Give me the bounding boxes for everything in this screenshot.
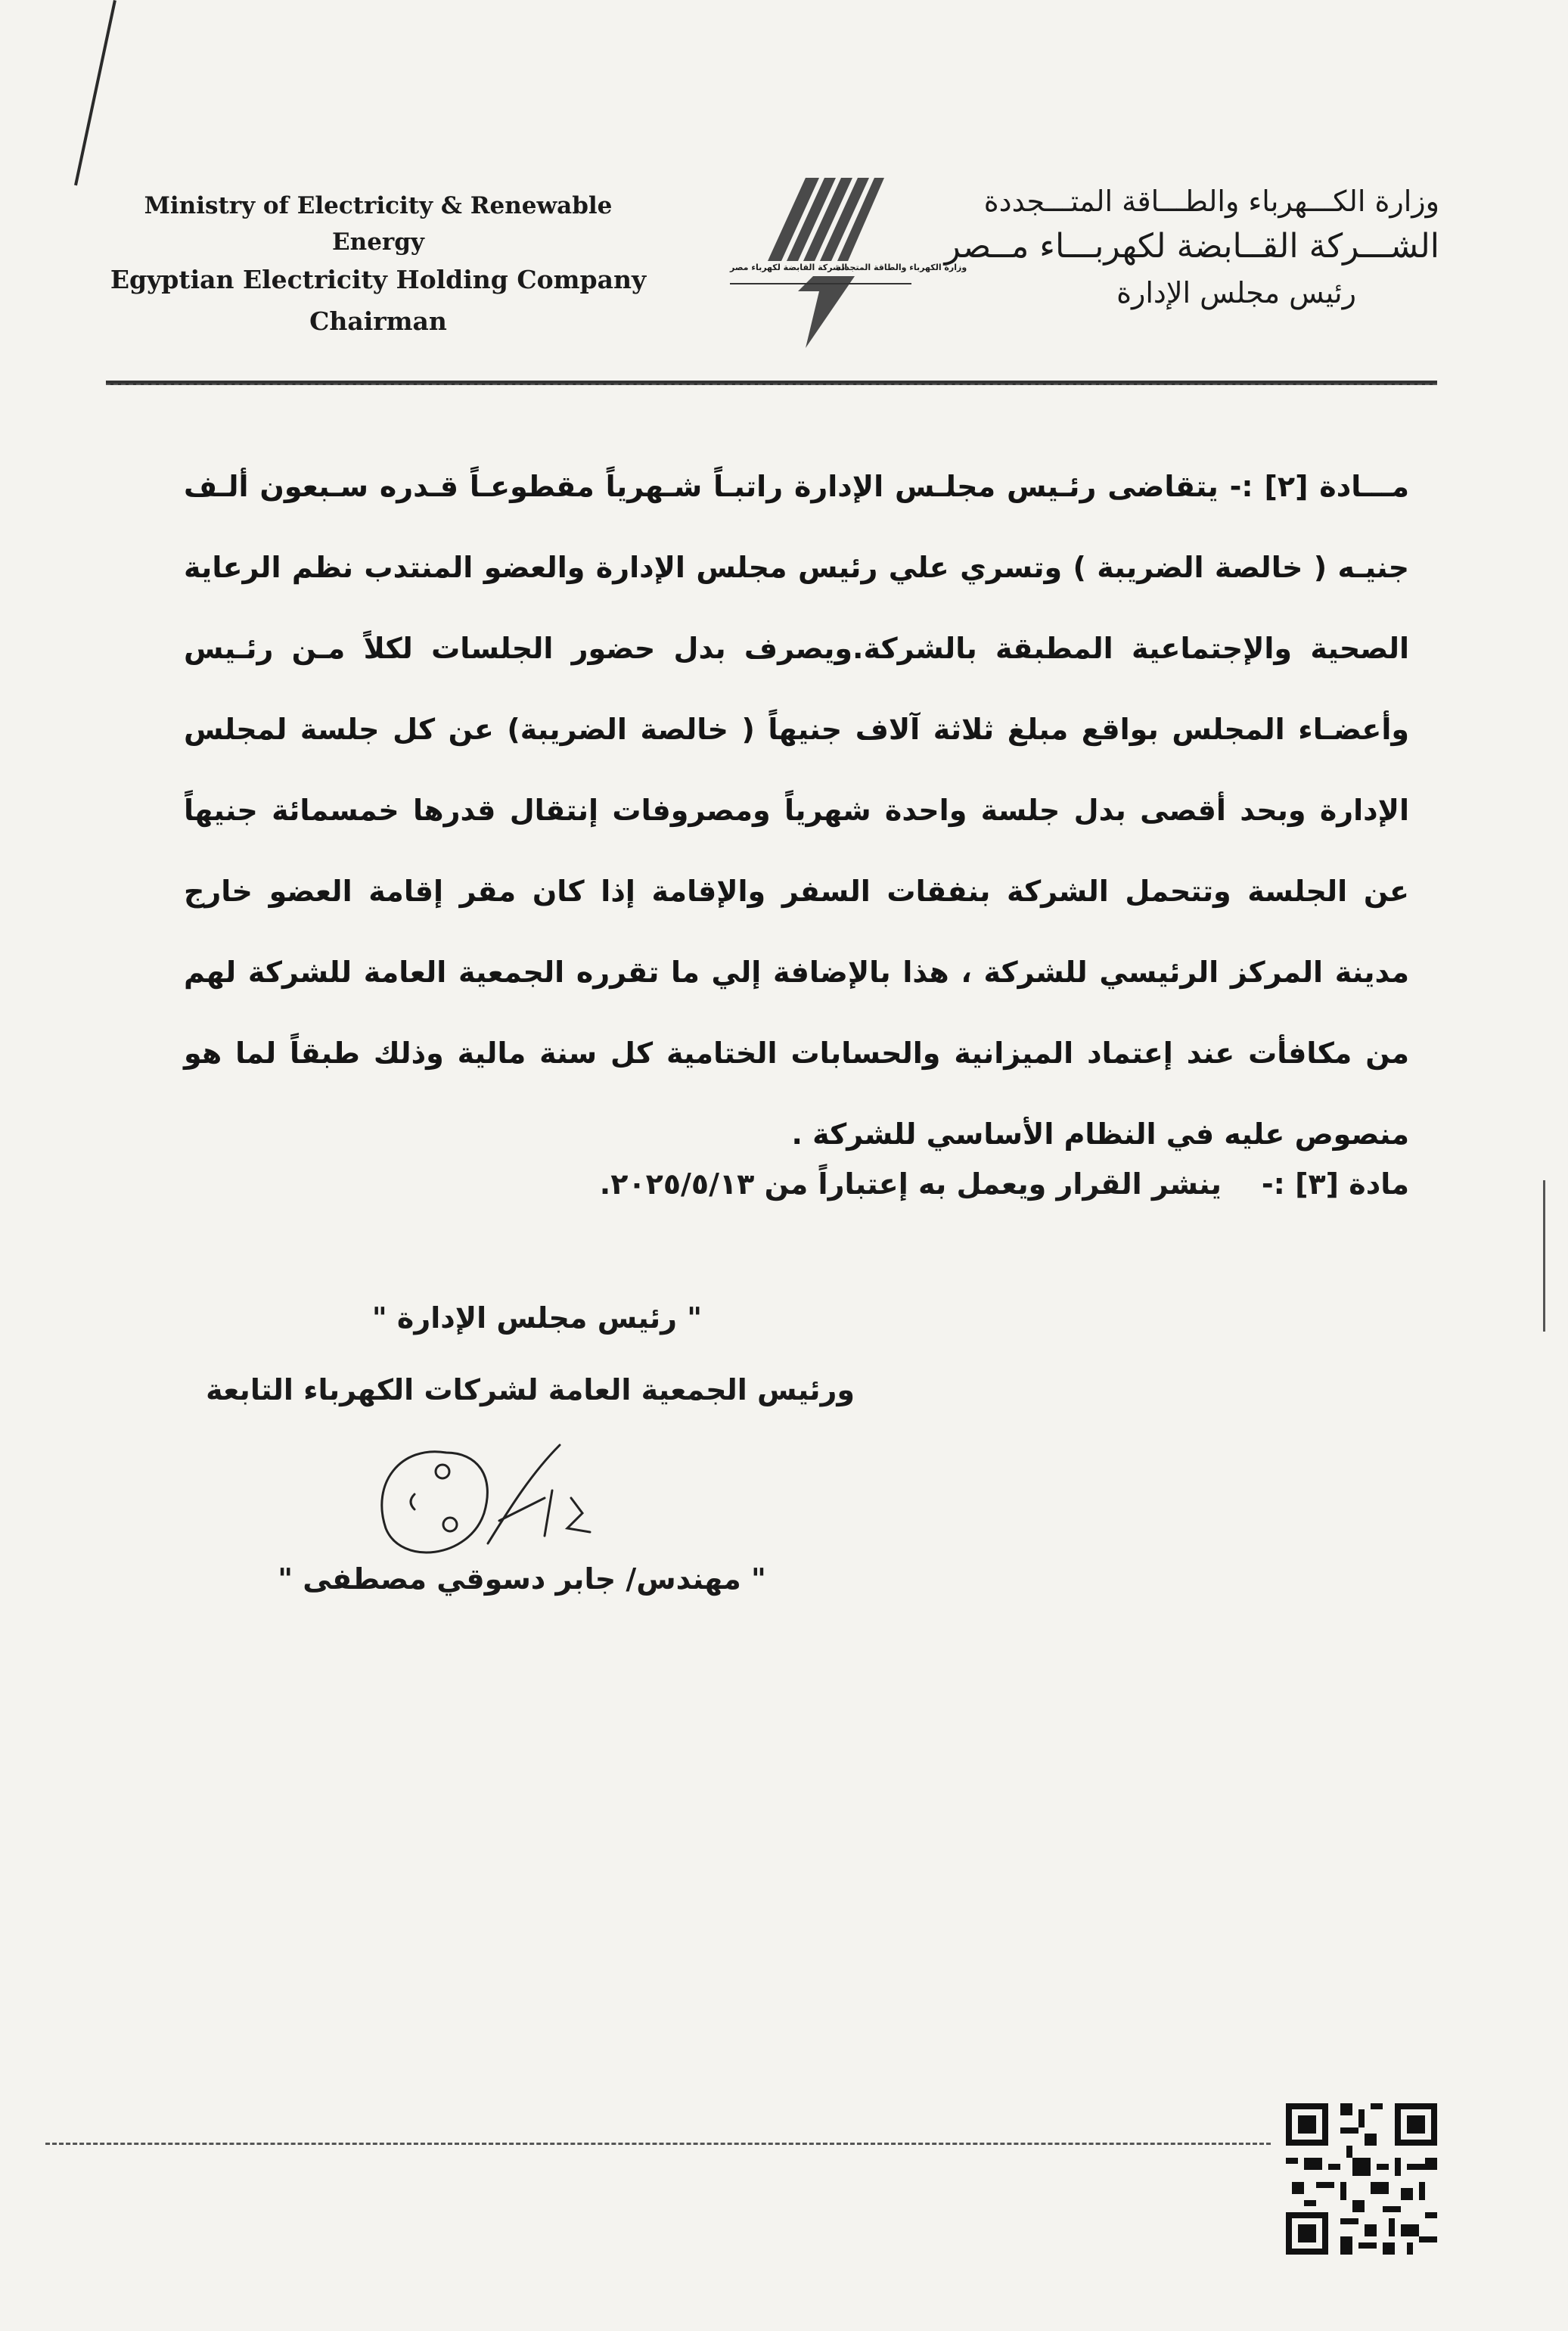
article-3-text: ينشر القرار ويعمل به إعتباراً من ٢٠٢٥/٥/١٣. bbox=[599, 1167, 1222, 1201]
chairman-title-en: Chairman bbox=[309, 306, 447, 337]
signatory-name: " مهندس/ جابر دسوقي مصطفى " bbox=[278, 1562, 766, 1596]
qr-code-icon bbox=[1286, 2103, 1437, 2255]
company-name-en: Egyptian Electricity Holding Company bbox=[110, 265, 647, 295]
ministry-name-en: Ministry of Electricity & Renewable Energy bbox=[144, 192, 613, 256]
scan-edge-line bbox=[74, 0, 116, 185]
handwritten-signature bbox=[356, 1430, 628, 1581]
logo-text-right: وزارة الكهرباء والطاقة المتجددة bbox=[836, 263, 967, 272]
lightning-logo-icon bbox=[722, 170, 919, 352]
article-3-paragraph bbox=[184, 1161, 1409, 1207]
footer-divider bbox=[45, 2143, 1271, 2145]
logo-text-left: الشركة القابضة لكهرباء مصر bbox=[730, 263, 848, 272]
article-2-paragraph bbox=[184, 446, 1409, 1175]
article-3-label: مادة [٣] :- bbox=[1261, 1167, 1409, 1201]
letterhead-arabic bbox=[925, 182, 1439, 315]
article-2-label: مـــادة [٢] :- bbox=[1229, 470, 1409, 503]
letterhead-english bbox=[106, 188, 650, 340]
header-divider bbox=[106, 381, 1437, 385]
signatory-subtitle: ورئيس الجمعية العامة لشركات الكهرباء التابعة bbox=[206, 1373, 855, 1406]
ministry-name-ar: وزارة الكـــهرباء والطـــاقة المتـــجددة bbox=[983, 185, 1439, 218]
scan-edge-mark bbox=[1543, 1180, 1545, 1332]
article-2-text: يتقاضى رئـيس مجلـس الإدارة راتبـاً شـهرياً مقطوعـاً قـدره سـبعون ألـف جنيـه ( خالصة الضريبة ) وتسري علي رئيس مجلس الإدارة والعضو المنتدب نظم الرعاية الصحية والإجتماعية المطبقة بالشركة.ويصرف بدل حضور الجلسات لكلاً مـن رئـيس وأعضـاء المجلس بواقع مبلغ ثلاثة آلاف جنيهاً ( خالصة الضريبة) عن كل جلسة لمجلس الإدارة وبحد أقصى بدل جلسة واحدة شهرياً ومصروفات إنتقال قدرها خمسمائة جنيهاً عن الجلسة وتتحمل الشركة بنفقات السفر والإقامة إذا كان مقر إقامة العضو خارج مدينة المركز الرئيسي للشركة ، هذا بالإضافة إلي ما تقرره الجمعية العامة للشركة لهم من مكافأت عند إعتماد الميزانية والحسابات الختامية كل سنة مالية وذلك طبقاً لما هو منصوص عليه في النظام الأساسي للشركة . bbox=[184, 470, 1409, 1151]
company-name-ar: الشـــركة القــابضة لكهربـــاء مــصر bbox=[944, 227, 1439, 266]
chairman-title-ar: رئيس مجلس الإدارة bbox=[1116, 276, 1356, 310]
company-logo bbox=[722, 170, 967, 352]
signatory-title: " رئيس مجلس الإدارة " bbox=[371, 1301, 703, 1335]
